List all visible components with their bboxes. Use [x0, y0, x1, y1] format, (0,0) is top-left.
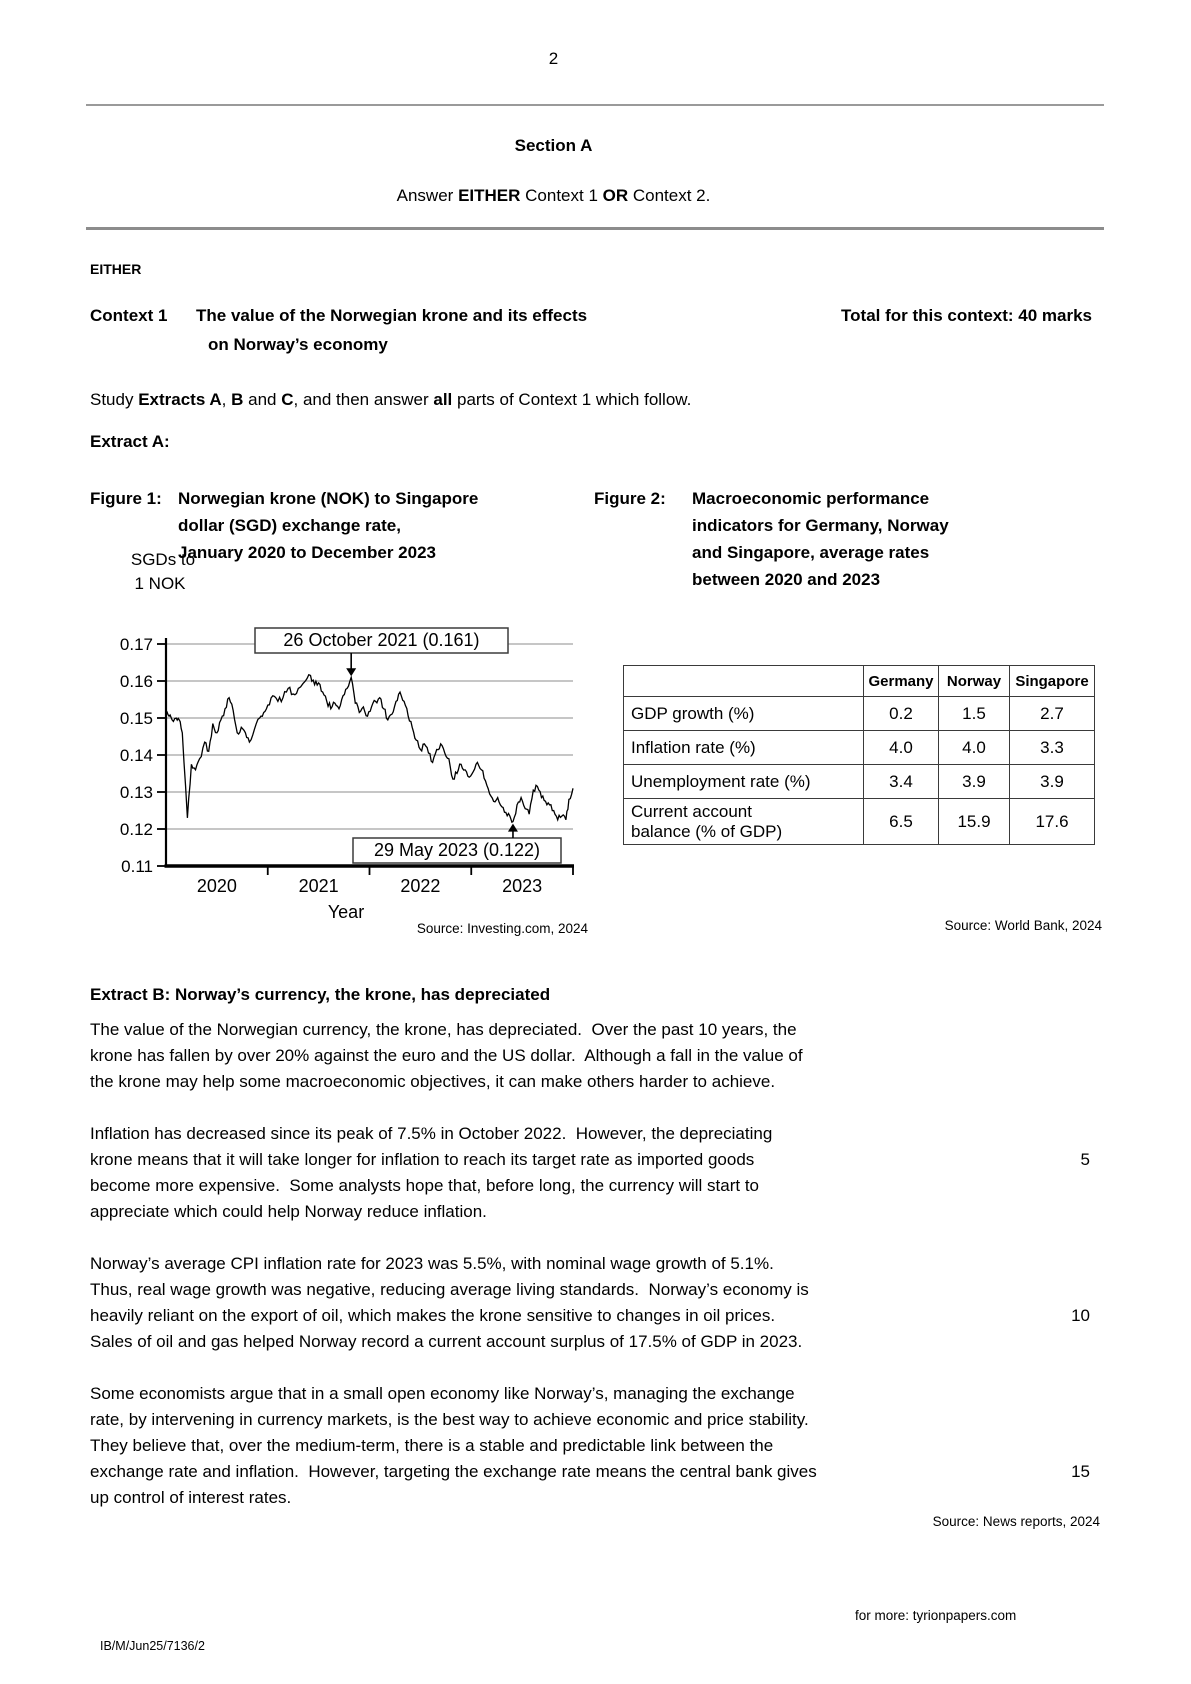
line-number: 15 — [1071, 1462, 1090, 1481]
figure1-caption-line: Norwegian krone (NOK) to Singapore — [178, 489, 479, 508]
y-tick-label: 0.12 — [119, 820, 153, 839]
y-tick-label: 0.13 — [119, 783, 153, 802]
extract-b-source: Source: News reports, 2024 — [932, 1514, 1100, 1529]
arrowhead — [346, 668, 356, 676]
divider-rule — [86, 227, 1104, 230]
total-marks-label: Total for this context: 40 marks — [841, 306, 1092, 325]
context-title-line-1: The value of the Norwegian krone and its effects — [196, 306, 588, 325]
x-tick-label: 2020 — [196, 876, 237, 896]
table-header-row — [624, 666, 1095, 697]
cell-value: 1.5 — [939, 697, 1010, 731]
body-line: rate, by intervening in currency markets, is the best way to achieve economic and price stability. — [90, 1410, 809, 1429]
cell-value: 3.3 — [1010, 731, 1095, 765]
body-line: krone means that it will take longer for inflation to reach its target rate as imported goods — [90, 1150, 755, 1169]
col-header-germany: Germany — [864, 666, 939, 697]
figure1-source: Source: Investing.com, 2024 — [416, 921, 588, 936]
x-axis-label: Year — [327, 902, 365, 922]
body-line: become more expensive. Some analysts hope that, before long, the currency will start to — [90, 1176, 760, 1195]
body-line: heavily reliant on the export of oil, which makes the krone sensitive to changes in oil prices. — [90, 1306, 776, 1325]
answer-instruction: Answer EITHER Context 1 OR Context 2. — [396, 186, 711, 205]
col-header-singapore: Singapore — [1010, 666, 1095, 697]
body-line: up control of interest rates. — [90, 1488, 292, 1507]
cell-value: 3.4 — [864, 765, 939, 799]
figure2-caption-label: Figure 2: — [594, 489, 666, 508]
cell-value: 15.9 — [939, 799, 1010, 845]
cell-value: 4.0 — [939, 731, 1010, 765]
x-tick-label: 2021 — [298, 876, 339, 896]
x-tick-label: 2022 — [400, 876, 441, 896]
figure1-caption-line: dollar (SGD) exchange rate, — [178, 516, 401, 535]
y-axis-unit-label: SGDs to — [130, 550, 196, 569]
extract-b-heading: Extract B: Norway’s currency, the krone, has depreciated — [90, 985, 551, 1004]
exchange-rate-line — [166, 675, 573, 823]
figure2-caption-line: between 2020 and 2023 — [692, 570, 881, 589]
row-label-line: balance (% of GDP) — [631, 821, 783, 841]
x-tick-label: 2023 — [502, 876, 543, 896]
row-label — [624, 799, 864, 845]
cell-value: 17.6 — [1010, 799, 1095, 845]
body-line: Sales of oil and gas helped Norway record a current account surplus of 17.5% of GDP in 2023. — [90, 1332, 803, 1351]
exchange-rate-line-chart — [88, 540, 593, 940]
figure2-caption — [692, 485, 949, 593]
figure1-caption-label: Figure 1: — [90, 489, 162, 508]
blank-header-cell — [624, 666, 864, 697]
y-axis-unit-label: 1 NOK — [134, 574, 186, 593]
y-tick-label: 0.16 — [119, 672, 153, 691]
paragraph — [90, 1251, 1090, 1355]
macro-indicators-table — [623, 665, 1095, 845]
table-row — [624, 731, 1095, 765]
y-tick-label: 0.17 — [119, 635, 153, 654]
cell-value: 2.7 — [1010, 697, 1095, 731]
annotation-label: 29 May 2023 (0.122) — [373, 840, 541, 860]
cell-value: 6.5 — [864, 799, 939, 845]
row-label-line: Current account — [631, 801, 752, 821]
col-header-norway: Norway — [939, 666, 1010, 697]
annotation-label: 26 October 2021 (0.161) — [283, 630, 480, 650]
paper-reference-code: IB/M/Jun25/7136/2 — [100, 1639, 205, 1653]
context-title-line-2: on Norway’s economy — [208, 335, 388, 354]
table-row — [624, 697, 1095, 731]
table-row — [624, 765, 1095, 799]
paragraph — [90, 1381, 1090, 1511]
row-label: Inflation rate (%) — [624, 731, 864, 765]
y-tick-label: 0.15 — [119, 709, 153, 728]
body-line: Inflation has decreased since its peak of 7.5% in October 2022. However, the depreciating — [90, 1124, 773, 1143]
arrowhead — [508, 824, 518, 832]
body-line: krone has fallen by over 20% against the euro and the US dollar. Although a fall in the value of — [90, 1046, 803, 1065]
paragraph — [90, 1017, 1090, 1095]
page-number: 2 — [548, 49, 559, 68]
figure2-caption-line: and Singapore, average rates — [692, 543, 930, 562]
y-tick-label: 0.14 — [119, 746, 153, 765]
body-line: Thus, real wage growth was negative, reducing average living standards. Norway’s economy is — [90, 1280, 809, 1299]
cell-value: 4.0 — [864, 731, 939, 765]
either-label: EITHER — [90, 261, 142, 277]
study-instruction: Study Extracts A, B and C, and then answer all parts of Context 1 which follow. — [90, 390, 692, 409]
row-label: Unemployment rate (%) — [624, 765, 864, 799]
body-line: Some economists argue that in a small open economy like Norway’s, managing the exchange — [90, 1384, 795, 1403]
body-line: Norway’s average CPI inflation rate for 2023 was 5.5%, with nominal wage growth of 5.1%. — [90, 1254, 774, 1273]
top-rule — [86, 104, 1104, 106]
body-line: They believe that, over the medium-term, there is a stable and predictable link between the — [90, 1436, 774, 1455]
table-row — [624, 799, 1095, 845]
extract-a-heading: Extract A: — [90, 432, 170, 451]
cell-value: 3.9 — [1010, 765, 1095, 799]
body-line: exchange rate and inflation. However, targeting the exchange rate means the central bank gives — [90, 1462, 817, 1481]
body-line: The value of the Norwegian currency, the krone, has depreciated. Over the past 10 years, the — [90, 1020, 797, 1039]
cell-value: 0.2 — [864, 697, 939, 731]
figure1-caption-line: January 2020 to December 2023 — [178, 543, 436, 562]
context-label: Context 1 — [90, 306, 168, 325]
extract-b-body — [90, 1017, 1090, 1537]
figure2-caption-line: indicators for Germany, Norway — [692, 516, 949, 535]
figure2-source: Source: World Bank, 2024 — [944, 918, 1102, 933]
body-line: appreciate which could help Norway reduce inflation. — [90, 1202, 487, 1221]
line-number: 5 — [1080, 1150, 1090, 1169]
body-line: the krone may help some macroeconomic objectives, it can make others harder to achieve. — [90, 1072, 776, 1091]
cell-value: 3.9 — [939, 765, 1010, 799]
section-title: Section A — [514, 136, 593, 155]
line-number: 10 — [1071, 1306, 1090, 1325]
row-label: GDP growth (%) — [624, 697, 864, 731]
figure2-caption-line: Macroeconomic performance — [692, 489, 930, 508]
promo-text: for more: tyrionpapers.com — [855, 1608, 1017, 1623]
paragraph — [90, 1121, 1090, 1225]
y-tick-label: 0.11 — [121, 857, 153, 876]
